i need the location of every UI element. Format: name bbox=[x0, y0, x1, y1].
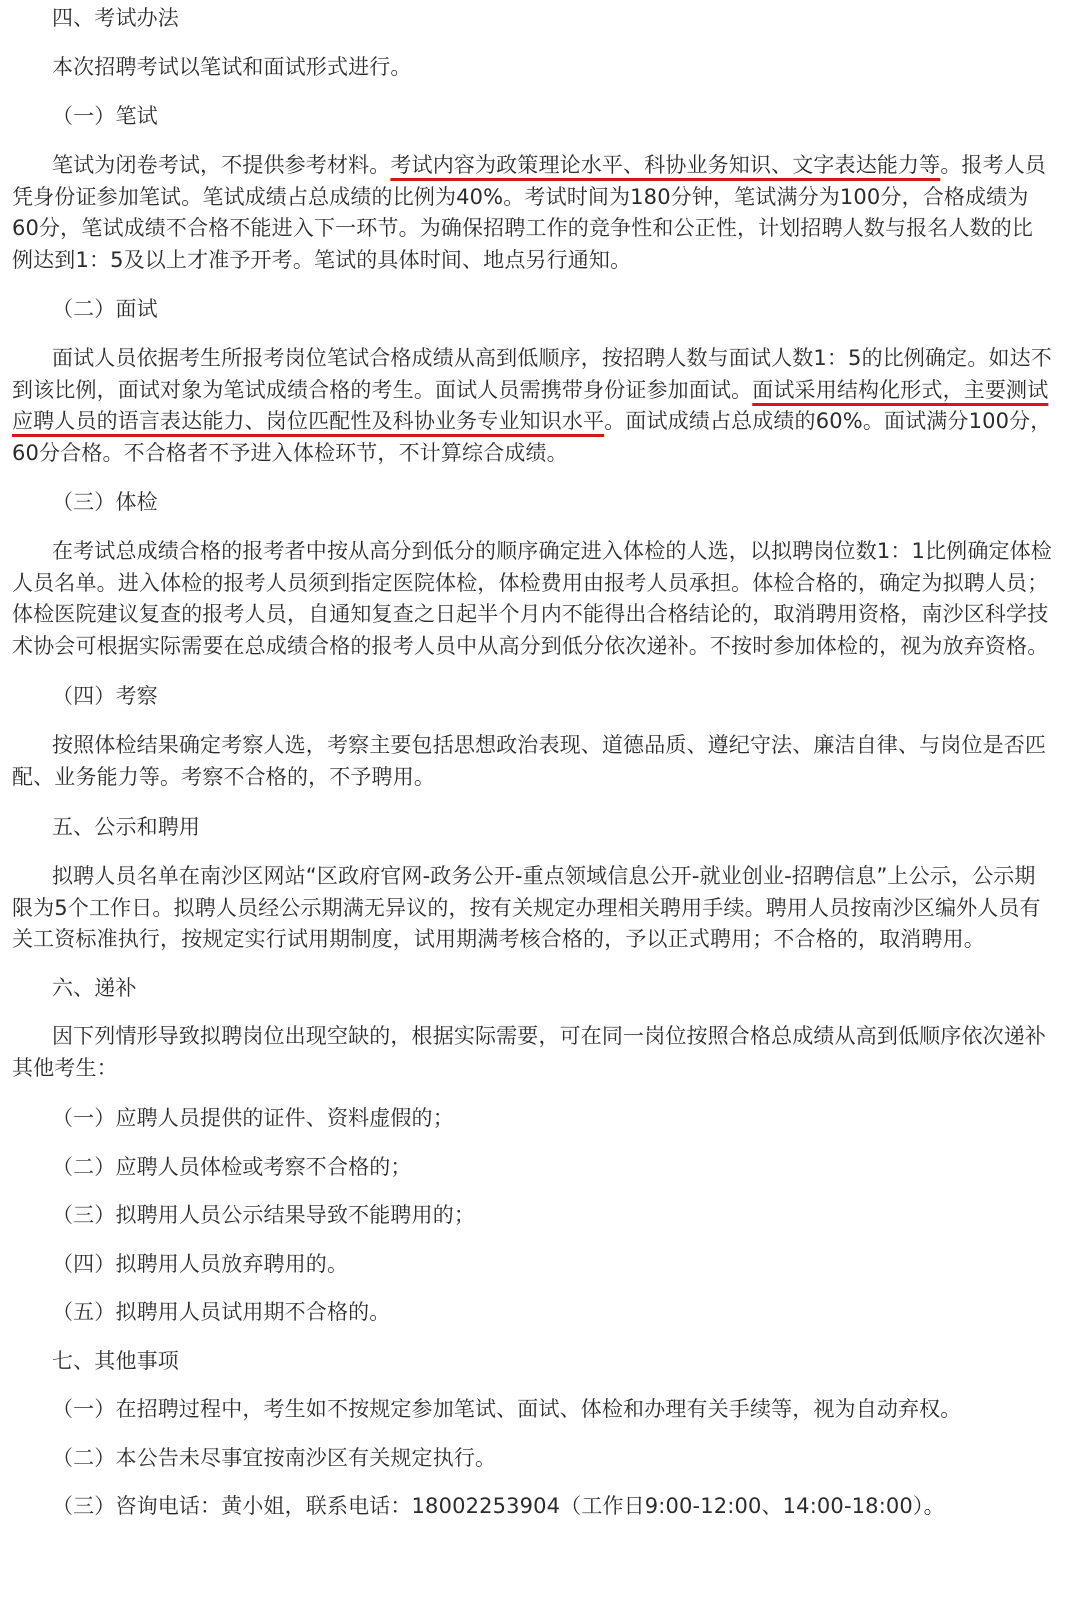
subheading-interview: （二）面试 bbox=[52, 297, 158, 321]
written-exam-highlight: 考试内容为政策理论水平、科协业务知识、文字表达能力等 bbox=[390, 153, 941, 177]
list-item: （二）应聘人员体检或考察不合格的； bbox=[52, 1155, 412, 1179]
section-heading-other: 七、其他事项 bbox=[52, 1349, 179, 1373]
interview-text-start: 面试人员依据考生所报考岗位笔试合格成绩从高到低顺序，按招聘人数与面试人数1：5的比例确定。如达不到该比例，面试对象为笔试成绩合格的考生。面试人员需携带身份证参加面试。 bbox=[12, 346, 1052, 402]
paragraph-supplement: 因下列情形导致拟聘岗位出现空缺的，根据实际需要，可在同一岗位按照合格总成绩从高到低顺序依次递补其他考生： bbox=[12, 1024, 1047, 1080]
written-exam-text-start: 笔试为闭卷考试，不提供参考材料。 bbox=[52, 153, 391, 177]
paragraph-interview bbox=[12, 343, 1052, 469]
list-item: （一）应聘人员提供的证件、资料虚假的； bbox=[52, 1106, 454, 1130]
list-item: （二）本公告未尽事宜按南沙区有关规定执行。 bbox=[52, 1446, 497, 1470]
interview-text-end: 。面试成绩占总成绩的60%。面试满分100分，60分合格。不合格者不予进入体检环节，不计算综合成绩。 bbox=[12, 409, 1052, 465]
subheading-written-exam: （一）笔试 bbox=[52, 104, 158, 128]
list-item: （三）咨询电话：黄小姐，联系电话：18002253904（工作日9:00-12:00、14:00-18:00）。 bbox=[52, 1494, 945, 1518]
section-heading-publicity: 五、公示和聘用 bbox=[52, 815, 201, 839]
written-exam-text-end: 。报考人员凭身份证参加笔试。笔试成绩占总成绩的比例为40%。考试时间为180分钟，笔试满分为100分，合格成绩为60分，笔试成绩不合格不能进入下一环节。为确保招聘工作的竞争性和公正性，计划招聘人数与报名人数的比例达到1：5及以上才准予开考。笔试的具体时间、地点另行通知。 bbox=[12, 153, 1047, 272]
section-heading-supplement: 六、递补 bbox=[52, 976, 137, 1000]
interview-highlight: 面试采用结构化形式，主要测试应聘人员的语言表达能力、岗位匹配性及科协业务专业知识水平 bbox=[12, 377, 1049, 433]
subheading-physical-exam: （三）体检 bbox=[52, 490, 158, 514]
list-item: （四）拟聘用人员放弃聘用的。 bbox=[52, 1252, 349, 1276]
section-heading-exam-method: 四、考试办法 bbox=[52, 6, 179, 30]
list-item: （三）拟聘用人员公示结果导致不能聘用的； bbox=[52, 1203, 475, 1227]
paragraph-publicity: 拟聘人员名单在南沙区网站“区政府官网-政务公开-重点领域信息公开-就业创业-招聘信息”上公示，公示期限为5个工作日。拟聘人员经公示期满无异议的，按有关规定办理相关聘用手续。聘用人员按南沙区编外人员有关工资标准执行，按规定实行试用期制度，试用期满考核合格的，予以正式聘用；不合格的，取消聘用。 bbox=[12, 864, 1041, 951]
paragraph-physical-exam: 在考试总成绩合格的报考者中按从高分到低分的顺序确定进入体检的人选，以拟聘岗位数1：1比例确定体检人员名单。进入体检的报考人员须到指定医院体检，体检费用由报考人员承担。体检合格的，确定为拟聘人员；体检医院建议复查的报考人员，自通知复查之日起半个月内不能得出合格结论的，取消聘用资格，南沙区科学技术协会可根据实际需要在总成绩合格的报考人员中从高分到低分依次递补。不按时参加体检的，视为放弃资格。 bbox=[12, 539, 1052, 658]
paragraph-exam-intro: 本次招聘考试以笔试和面试形式进行。 bbox=[52, 55, 412, 79]
subheading-inspection: （四）考察 bbox=[52, 684, 158, 708]
list-item: （一）在招聘过程中，考生如不按规定参加笔试、面试、体检和办理有关手续等，视为自动弃权。 bbox=[52, 1397, 962, 1421]
paragraph-inspection: 按照体检结果确定考察人选，考察主要包括思想政治表现、道德品质、遵纪守法、廉洁自律、与岗位是否匹配、业务能力等。考察不合格的，不予聘用。 bbox=[12, 733, 1047, 789]
paragraph-written-exam bbox=[12, 150, 1052, 276]
list-item: （五）拟聘用人员试用期不合格的。 bbox=[52, 1300, 391, 1324]
